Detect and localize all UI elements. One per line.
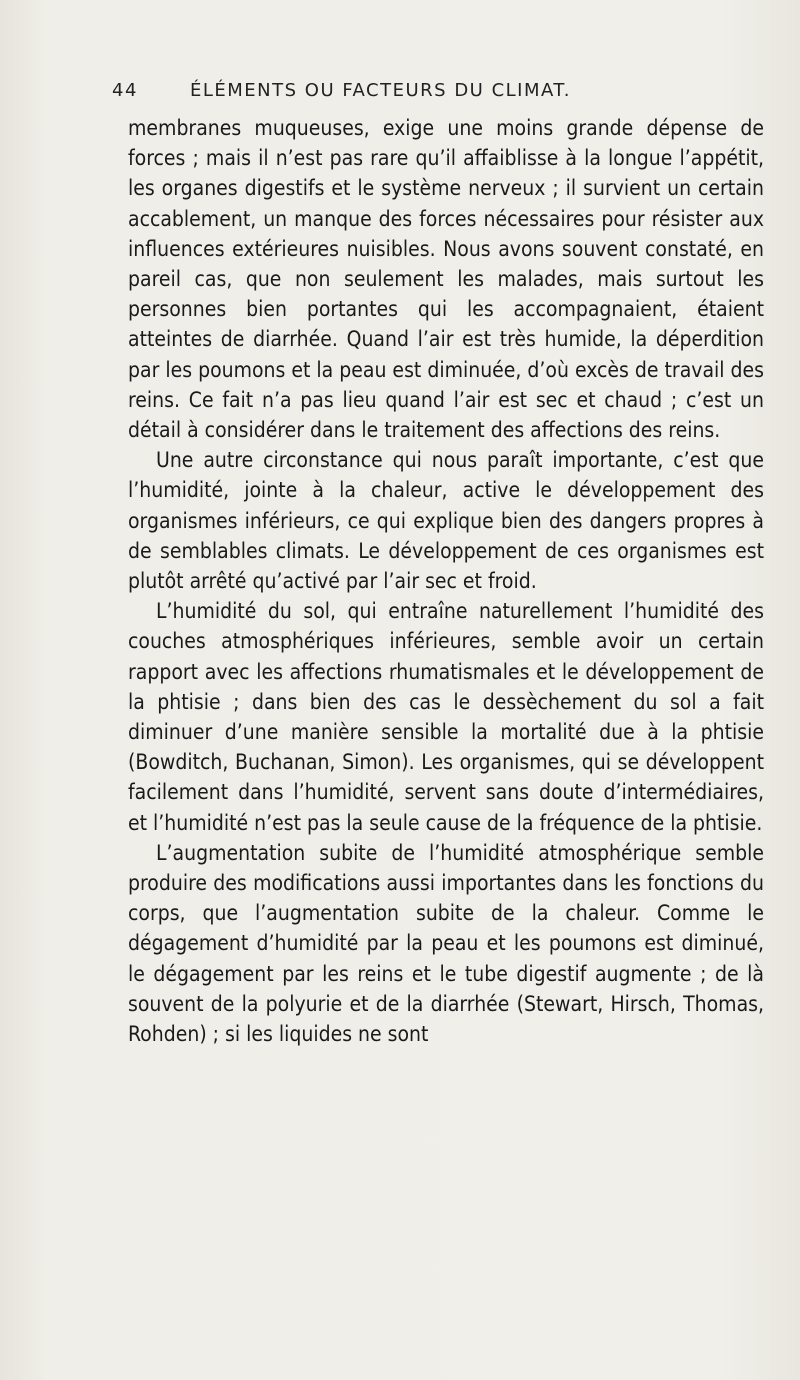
running-title: ÉLÉMENTS OU FACTEURS DU CLIMAT.: [190, 80, 572, 101]
body-text: [128, 113, 764, 1049]
page-number: 44: [112, 80, 138, 101]
paragraph: L’augmentation subite de l’humidité atmosphérique semble produire des modifications aussi importantes dans les fonctions du corps, que l’augmentation subite de la chaleur. Comme le dégagement d’humidité par la peau et les poumons est diminué, le dégagement par les reins et le tube digestif augmente ; de là souvent de la polyurie et de la diarrhée (Stewart, Hirsch, Thomas, Rohden) ; si les liquides ne sont: [128, 840, 764, 1047]
paragraph: L’humidité du sol, qui entraîne naturellement l’humidité des couches atmosphériques inférieures, semble avoir un certain rapport avec les affections rhumatismales et le développement de la phtisie ; dans bien des cas le dessèchement du sol a fait diminuer d’une manière sensible la mortalité due à la phtisie (Bowditch, Buchanan, Simon). Les organismes, qui se développent facilement dans l’humidité, servent sans doute d’intermédiaires, et l’humidité n’est pas la seule cause de la fréquence de la phtisie.: [128, 599, 764, 835]
page-header: [112, 80, 752, 110]
paragraph: membranes muqueuses, exige une moins grande dépense de forces ; mais il n’est pas rare qu’il affaiblisse à la longue l’appétit, les organes digestifs et le système nerveux ; il survient un certain accablement, un manque des forces nécessaires pour résister aux influences extérieures nuisibles. Nous avons souvent constaté, en pareil cas, que non seulement les malades, mais surtout les personnes bien portantes qui les accompagnaient, étaient atteintes de diarrhée. Quand l’air est très humide, la déperdition par les poumons et la peau est diminuée, d’où excès de travail des reins. Ce fait n’a pas lieu quand l’air est sec et chaud ; c’est un détail à considérer dans le traitement des affections des reins.: [128, 116, 764, 443]
paragraph: Une autre circonstance qui nous paraît importante, c’est que l’humidité, jointe à la chaleur, active le développement des organismes inférieurs, ce qui explique bien des dangers propres à de semblables climats. Le développement de ces organismes est plutôt arrêté qu’activé par l’air sec et froid.: [128, 448, 764, 594]
